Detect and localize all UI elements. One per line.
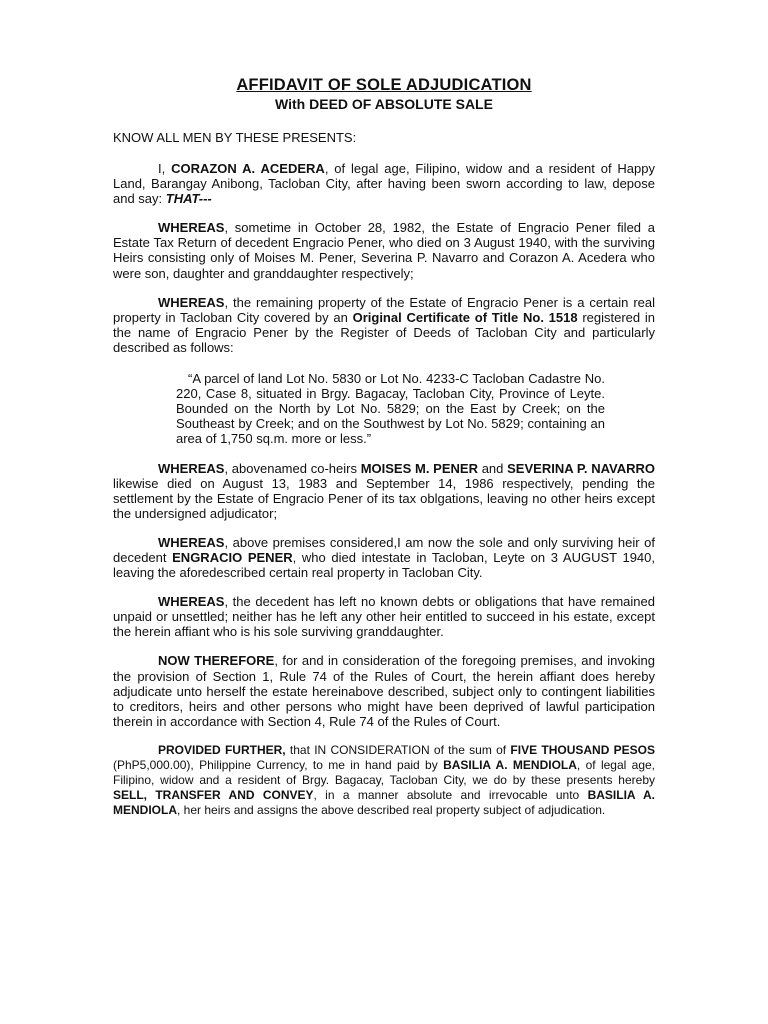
property-description: “A parcel of land Lot No. 5830 or Lot No. 4233-C Tacloban Cadastre No. 220, Case 8, situated in Brgy. Bagacay, Tacloban City, Province of Leyte. Bounded on the North by Lot No. 5829; on the East by Creek; on the Southeast by Creek; and on the Southwest by Lot No. 5829; containing an area of 1,750 sq.m. more or less.”: [176, 371, 605, 447]
document-subtitle: With DEED OF ABSOLUTE SALE: [275, 96, 493, 112]
opening-line: KNOW ALL MEN BY THESE PRESENTS:: [113, 130, 357, 145]
paragraph-whereas-4: WHEREAS, above premises considered,I am now the sole and only surviving heir of decedent ENGRACIO PENER, who died intestate in Tacloban, Leyte on 3 AUGUST 1940, leaving the aforedescribed certain real property in Tacloban City.: [113, 534, 656, 581]
that-clause: THAT---: [165, 191, 212, 207]
paragraph-provided-further: PROVIDED FURTHER, that IN CONSIDERATION of the sum of FIVE THOUSAND PESOS (PhP5,000.00), Philippine Currency, to me in hand paid by BASILIA A. MENDIOLA, of legal age, Filipino, widow and a resident of Brgy. Bagacay, Tacloban City, we do by these presents hereby SELL, TRANSFER AND CONVEY, in a manner absolute and irrevocable unto BASILIA A. MENDIOLA, her heirs and assigns the above described real property subject of adjudication.: [113, 742, 655, 818]
paragraph-affiant: I, CORAZON A. ACEDERA, of legal age, Filipino, widow and a resident of Happy Land, Barangay Anibong, Tacloban City, after having been sworn according to law, depose and say: THAT---: [113, 161, 655, 207]
paragraph-whereas-3: WHEREAS, abovenamed co-heirs MOISES M. PENER and SEVERINA P. NAVARRO likewise died on August 13, 1983 and September 14, 1986 respectively, pending the settlement by the Estate of Engracio Pener of its tax oblgations, leaving no other heirs except the undersigned adjudicator;: [113, 460, 655, 521]
paragraph-whereas-1: WHEREAS, sometime in October 28, 1982, the Estate of Engracio Pener filed a Estate Tax Return of decedent Engracio Pener, who died on 3 August 1940, with the surviving Heirs consisting only of Moises M. Pener, Severina P. Navarro and Corazon A. Acedera who were son, daughter and granddaughter respectively;: [113, 220, 655, 281]
affiant-name: CORAZON A. ACEDERA: [171, 161, 325, 176]
paragraph-whereas-2: WHEREAS, the remaining property of the Estate of Engracio Pener is a certain real property in Tacloban City covered by an Original Certificate of Title No. 1518 registered in the name of Engracio Pener by the Register of Deeds of Tacloban City and particularly described as follows:: [113, 294, 655, 355]
oct-reference: Original Certificate of Title No. 1518: [352, 309, 578, 325]
paragraph-whereas-5: WHEREAS, the decedent has left no known debts or obligations that have remained unpaid or unsettled; neither has he left any other heir entitled to succeed in his estate, except the herein affiant who is his sole surviving granddaughter.: [113, 594, 655, 640]
document-title: AFFIDAVIT OF SOLE ADJUDICATION: [236, 76, 532, 94]
paragraph-now-therefore: NOW THEREFORE, for and in consideration of the foregoing premises, and invoking the provision of Section 1, Rule 74 of the Rules of Court, the herein affiant does hereby adjudicate unto herself the estate hereinabove described, subject only to contingent liabilities to creditors, heirs and other persons who might have been deprived of lawful participation therein in accordance with Section 4, Rule 74 of the Rules of Court.: [113, 653, 655, 729]
